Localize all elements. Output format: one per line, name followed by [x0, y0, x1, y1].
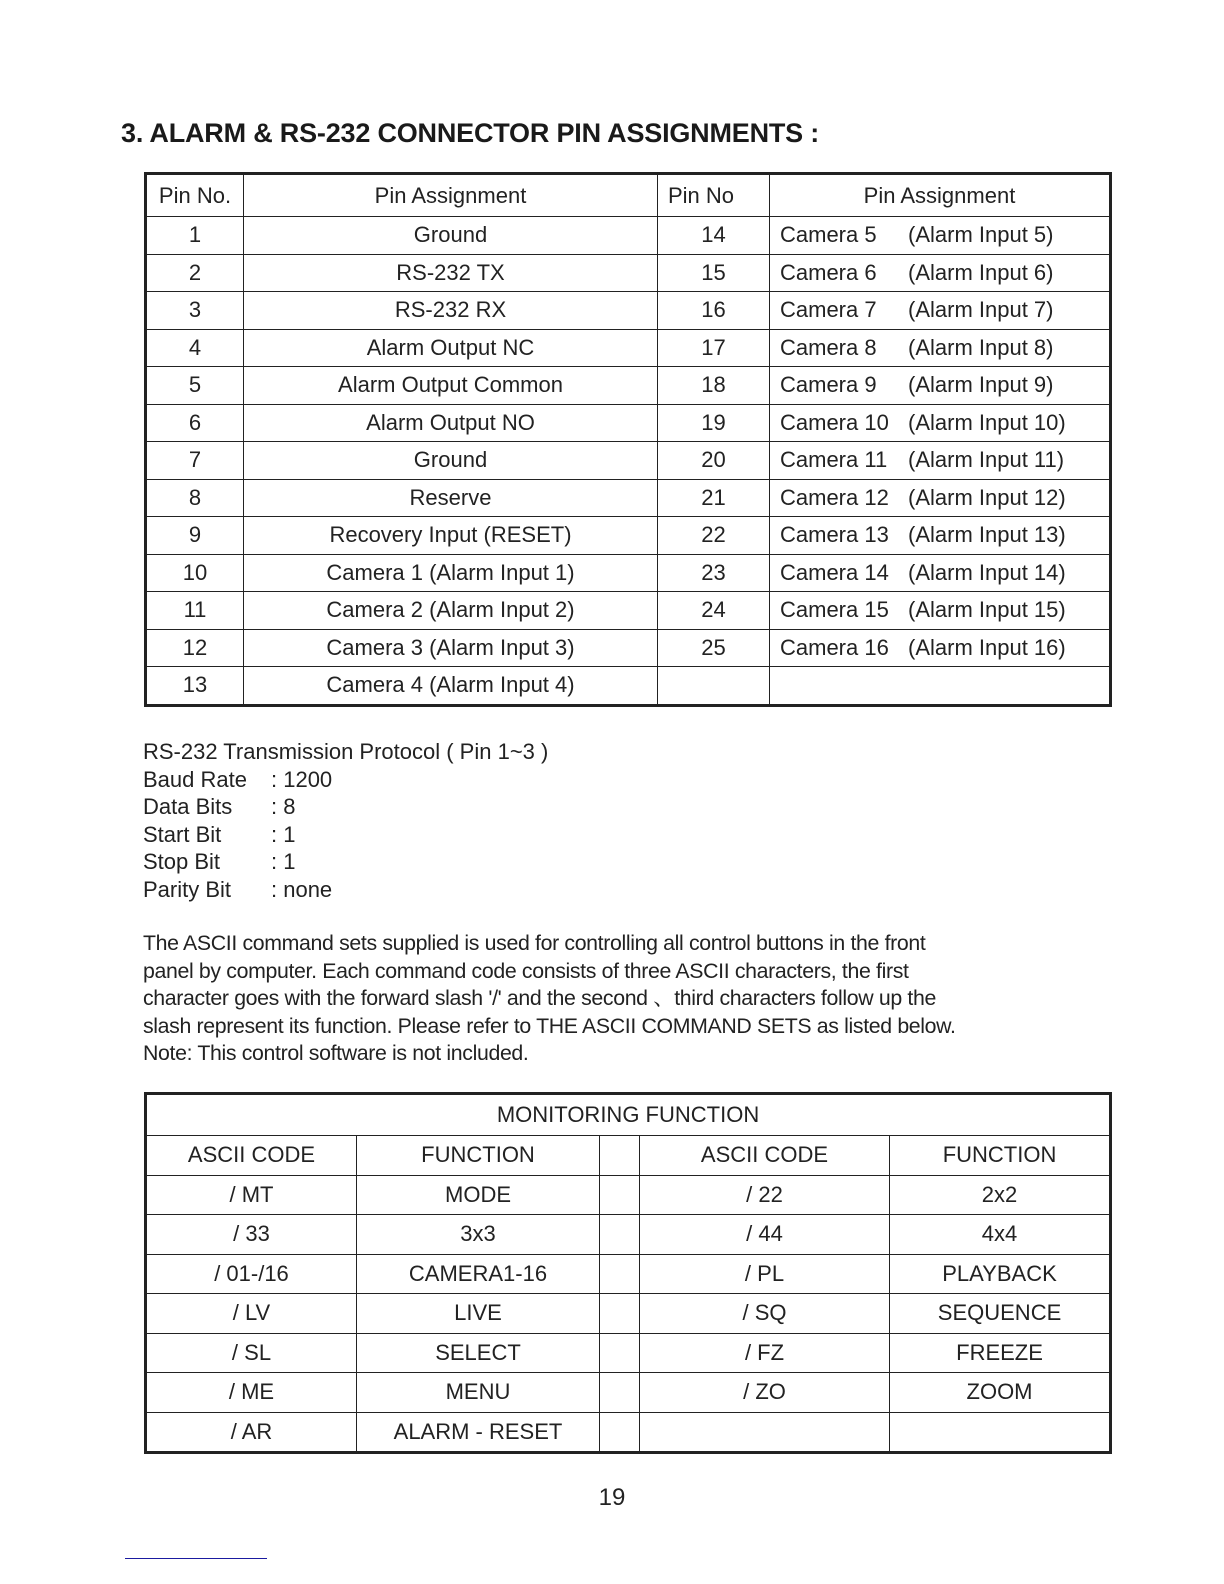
spacer-cell	[600, 1215, 640, 1255]
pin-assignment-right	[770, 292, 1111, 330]
camera-label: Camera 16	[780, 634, 889, 660]
pin-number: 6	[146, 404, 244, 442]
header-function: FUNCTION	[357, 1136, 600, 1176]
protocol-value: : 1	[271, 849, 296, 874]
pin-number: 2	[146, 254, 244, 292]
header-ascii-code: ASCII CODE	[146, 1136, 357, 1176]
pin-assignment: Ground	[244, 217, 658, 255]
ascii-row	[146, 1294, 1111, 1334]
pin-number-right: 24	[658, 592, 770, 630]
spacer-cell	[600, 1294, 640, 1334]
pin-table-header-row	[146, 174, 1111, 217]
pin-number: 5	[146, 367, 244, 405]
pin-assignment-right	[770, 217, 1111, 255]
pin-number: 3	[146, 292, 244, 330]
ascii-code: / SL	[146, 1333, 357, 1373]
camera-label: Camera 15	[780, 597, 889, 623]
function-name: ALARM - RESET	[357, 1412, 600, 1453]
pin-assignment: RS-232 RX	[244, 292, 658, 330]
ascii-code-right: / SQ	[640, 1294, 890, 1334]
camera-label: Camera 9	[780, 372, 877, 398]
pin-assignment-right	[770, 629, 1111, 667]
protocol-label: Parity Bit	[143, 876, 232, 902]
camera-label: Camera 14	[780, 559, 889, 585]
ascii-code-right: / 44	[640, 1215, 890, 1255]
pin-assignment: Alarm Output NC	[244, 329, 658, 367]
ascii-code-right: / ZO	[640, 1373, 890, 1413]
ascii-code: / LV	[146, 1294, 357, 1334]
pin-number: 12	[146, 629, 244, 667]
pin-row	[146, 592, 1111, 630]
alarm-input-label: (Alarm Input 11)	[908, 447, 1065, 473]
camera-label: Camera 6	[780, 259, 877, 285]
pin-assignment: Camera 2 (Alarm Input 2)	[244, 592, 658, 630]
pin-number-right: 17	[658, 329, 770, 367]
ascii-row	[146, 1254, 1111, 1294]
function-name-right: 4x4	[890, 1215, 1111, 1255]
pin-number: 7	[146, 442, 244, 480]
pin-assignment-right	[770, 667, 1111, 706]
pin-assignment: Alarm Output NO	[244, 404, 658, 442]
pin-assignment-right	[770, 404, 1111, 442]
ascii-code: / MT	[146, 1175, 357, 1215]
pin-row	[146, 554, 1111, 592]
ascii-code: / ME	[146, 1373, 357, 1413]
paragraph-line: Note: This control software is not included.	[143, 1041, 529, 1066]
function-name: CAMERA1-16	[357, 1254, 600, 1294]
pin-assignment: RS-232 TX	[244, 254, 658, 292]
pin-assignment-table	[144, 172, 1112, 707]
pin-assignment-right	[770, 592, 1111, 630]
pin-number-right: 21	[658, 479, 770, 517]
pin-number-right: 15	[658, 254, 770, 292]
ascii-table-caption: MONITORING FUNCTION	[146, 1094, 1111, 1136]
pin-assignment: Camera 4 (Alarm Input 4)	[244, 667, 658, 706]
paragraph-line: slash represent its function. Please refer to THE ASCII COMMAND SETS as listed below.	[143, 1013, 956, 1038]
pin-number: 8	[146, 479, 244, 517]
pin-assignment-right	[770, 254, 1111, 292]
protocol-label: Stop Bit	[143, 849, 221, 874]
function-name: SELECT	[357, 1333, 600, 1373]
ascii-code-right: / FZ	[640, 1333, 890, 1373]
pin-assignment-right	[770, 367, 1111, 405]
pin-row	[146, 367, 1111, 405]
camera-label: Camera 8	[780, 334, 877, 360]
section-heading: 3. ALARM & RS-232 CONNECTOR PIN ASSIGNMENTS :	[121, 118, 820, 148]
alarm-input-label: (Alarm Input 6)	[908, 259, 1054, 285]
alarm-input-label: (Alarm Input 15)	[908, 597, 1066, 623]
alarm-input-label: (Alarm Input 7)	[908, 297, 1054, 323]
pin-number-right: 25	[658, 629, 770, 667]
function-name-right: ZOOM	[890, 1373, 1111, 1413]
spacer-cell	[600, 1333, 640, 1373]
ascii-code-right: / PL	[640, 1254, 890, 1294]
pin-number: 4	[146, 329, 244, 367]
function-name-right: PLAYBACK	[890, 1254, 1111, 1294]
pin-assignment: Camera 1 (Alarm Input 1)	[244, 554, 658, 592]
pin-row	[146, 517, 1111, 555]
spacer-cell	[600, 1175, 640, 1215]
spacer-cell	[600, 1412, 640, 1453]
pin-assignment-right	[770, 554, 1111, 592]
page-number: 19	[598, 1484, 626, 1511]
camera-label: Camera 10	[780, 409, 889, 435]
protocol-value: : none	[271, 876, 333, 902]
pin-assignment: Reserve	[244, 479, 658, 517]
protocol-value: : 1	[271, 821, 296, 847]
alarm-input-label: (Alarm Input 13)	[908, 522, 1066, 548]
protocol-value: : 8	[271, 794, 296, 819]
header-pin-no-right: Pin No	[658, 174, 770, 217]
function-name: MENU	[357, 1373, 600, 1413]
pin-row	[146, 479, 1111, 517]
pin-row	[146, 292, 1111, 330]
camera-label: Camera 12	[780, 484, 889, 510]
ascii-command-table	[144, 1092, 1112, 1454]
header-pin-no: Pin No.	[146, 174, 244, 217]
pin-number-right: 18	[658, 367, 770, 405]
pin-row	[146, 254, 1111, 292]
pin-number-right	[658, 667, 770, 706]
pin-assignment-right	[770, 479, 1111, 517]
protocol-item	[143, 821, 743, 849]
ascii-code: / 01-/16	[146, 1254, 357, 1294]
ascii-code-right	[640, 1412, 890, 1453]
spacer-cell	[600, 1254, 640, 1294]
alarm-input-label: (Alarm Input 8)	[908, 334, 1054, 360]
ascii-description	[143, 930, 1083, 1068]
ascii-header-row	[146, 1136, 1111, 1176]
alarm-input-label: (Alarm Input 14)	[908, 559, 1066, 585]
protocol-label: Start Bit	[143, 821, 222, 847]
function-name: LIVE	[357, 1294, 600, 1334]
protocol-item	[143, 876, 743, 904]
protocol-label: Baud Rate	[143, 766, 247, 792]
protocol-title: RS-232 Transmission Protocol ( Pin 1~3 )	[143, 739, 549, 764]
pin-number: 11	[146, 592, 244, 630]
paragraph-line: panel by computer. Each command code consists of three ASCII characters, the first	[143, 958, 909, 983]
pin-assignment-right	[770, 442, 1111, 480]
alarm-input-label: (Alarm Input 12)	[908, 484, 1066, 510]
spacer-cell	[600, 1373, 640, 1413]
spacer-cell	[600, 1136, 640, 1176]
pin-row	[146, 404, 1111, 442]
header-pin-assignment: Pin Assignment	[244, 174, 658, 217]
pin-assignment-right	[770, 517, 1111, 555]
pin-assignment: Alarm Output Common	[244, 367, 658, 405]
pin-number: 10	[146, 554, 244, 592]
protocol-item	[143, 793, 743, 821]
camera-label: Camera 7	[780, 297, 877, 323]
paragraph-line: character goes with the forward slash '/' and the second 、third characters follow up the	[143, 986, 936, 1011]
pin-row	[146, 217, 1111, 255]
pin-row	[146, 442, 1111, 480]
pin-number-right: 14	[658, 217, 770, 255]
paragraph-line: The ASCII command sets supplied is used for controlling all control buttons in the front	[143, 931, 926, 955]
ascii-caption-row	[146, 1094, 1111, 1136]
function-name-right	[890, 1412, 1111, 1453]
camera-label: Camera 11	[780, 447, 888, 473]
camera-label: Camera 5	[780, 222, 877, 248]
function-name-right: SEQUENCE	[890, 1294, 1111, 1334]
header-pin-assignment-right: Pin Assignment	[770, 174, 1111, 217]
alarm-input-label: (Alarm Input 10)	[908, 409, 1066, 435]
pin-number-right: 23	[658, 554, 770, 592]
protocol-value: : 1200	[271, 766, 333, 792]
function-name-right: FREEZE	[890, 1333, 1111, 1373]
alarm-input-label: (Alarm Input 9)	[908, 372, 1054, 398]
ascii-code: / 33	[146, 1215, 357, 1255]
pin-row	[146, 667, 1111, 706]
ascii-code-right: / 22	[640, 1175, 890, 1215]
alarm-input-label: (Alarm Input 16)	[908, 634, 1066, 660]
function-name: MODE	[357, 1175, 600, 1215]
function-name: 3x3	[357, 1215, 600, 1255]
pin-number-right: 19	[658, 404, 770, 442]
pin-assignment: Ground	[244, 442, 658, 480]
footer-rule	[125, 1558, 267, 1559]
pin-number-right: 20	[658, 442, 770, 480]
ascii-row	[146, 1215, 1111, 1255]
header-ascii-code-right: ASCII CODE	[640, 1136, 890, 1176]
header-function-right: FUNCTION	[890, 1136, 1111, 1176]
protocol-item	[143, 848, 743, 876]
pin-row	[146, 329, 1111, 367]
rs232-protocol	[143, 738, 743, 903]
alarm-input-label: (Alarm Input 5)	[908, 222, 1054, 248]
pin-assignment: Recovery Input (RESET)	[244, 517, 658, 555]
pin-number: 9	[146, 517, 244, 555]
pin-row	[146, 629, 1111, 667]
ascii-row	[146, 1175, 1111, 1215]
pin-assignment-right	[770, 329, 1111, 367]
protocol-item	[143, 766, 743, 794]
ascii-row	[146, 1333, 1111, 1373]
pin-number-right: 22	[658, 517, 770, 555]
pin-number: 1	[146, 217, 244, 255]
protocol-label: Data Bits	[143, 794, 233, 819]
camera-label: Camera 13	[780, 522, 889, 548]
function-name-right: 2x2	[890, 1175, 1111, 1215]
ascii-code: / AR	[146, 1412, 357, 1453]
pin-assignment: Camera 3 (Alarm Input 3)	[244, 629, 658, 667]
ascii-row	[146, 1373, 1111, 1413]
pin-number-right: 16	[658, 292, 770, 330]
ascii-row	[146, 1412, 1111, 1453]
pin-number: 13	[146, 667, 244, 706]
